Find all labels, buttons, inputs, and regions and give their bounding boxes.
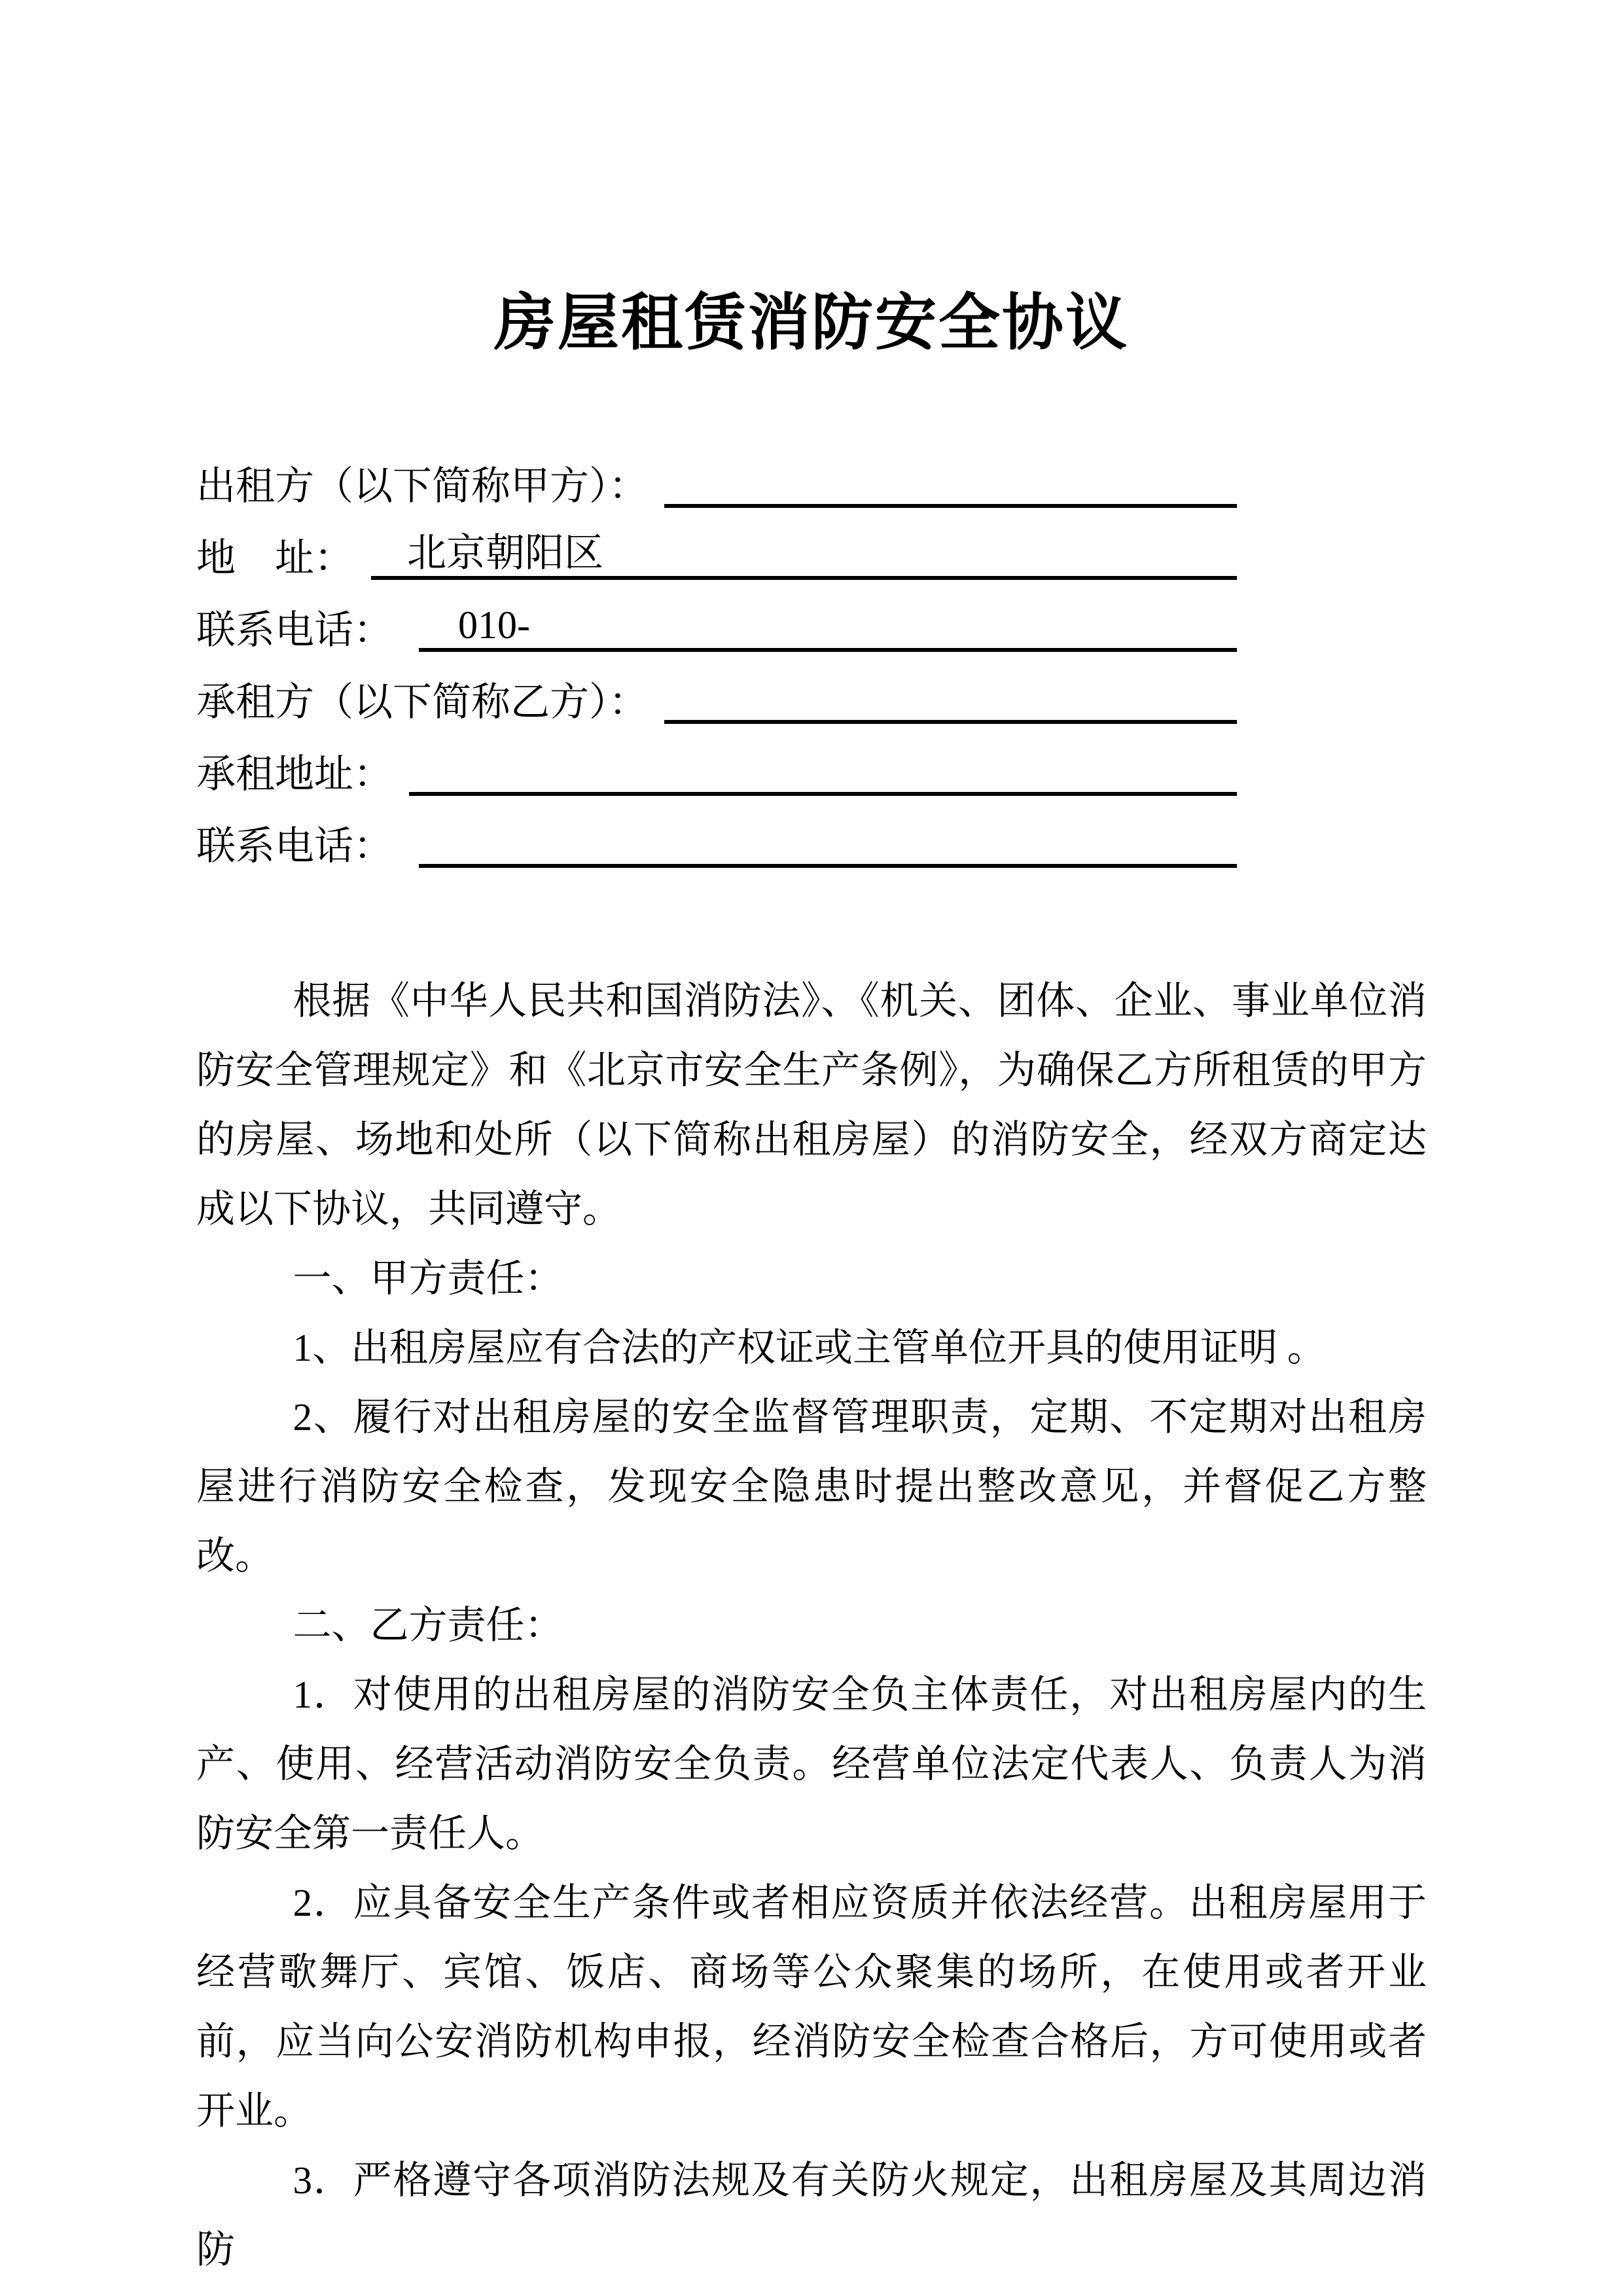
lessor-phone-label: 联系电话：: [196, 609, 393, 652]
paragraph-section-1-item-2: 2、履行对出租房屋的安全监督管理职责，定期、不定期对出租房屋进行消防安全检查，发现安全隐患时提出整改意见，并督促乙方整改。: [196, 1395, 1427, 1577]
paragraph-intro: 根据《中华人民共和国消防法》、《机关、团体、企业、事业单位消防安全管理规定》和《北京市安全生产条例》，为确保乙方所租赁的甲方的房屋、场地和处所（以下简称出租房屋）的消防安全，经双方商定达成以下协议，共同遵守。: [196, 979, 1427, 1230]
lessor-fill-line[interactable]: [664, 456, 1237, 508]
lessee-label: 承租方（以下简称乙方）：: [196, 681, 648, 724]
lessee-address-fill-line[interactable]: [409, 744, 1237, 796]
paragraph-section-1-item-1: 1、出租房屋应有合法的产权证或主管单位开具的使用证明 。: [293, 1326, 1326, 1369]
lessor-phone-value: 010-: [458, 603, 530, 647]
lessor-phone-fill-line[interactable]: [419, 600, 1237, 652]
agreement-body: [196, 966, 1427, 2284]
form-row-lessor-phone: [196, 580, 1427, 652]
lessee-phone-label: 联系电话：: [196, 825, 393, 868]
lessee-fill-line[interactable]: [664, 672, 1237, 724]
paragraph-section-2-item-1: 1．对使用的出租房屋的消防安全负主体责任，对出租房屋内的生产、使用、经营活动消防安全负责。经营单位法定代表人、负责人为消防安全第一责任人。: [196, 1673, 1427, 1855]
paragraph-section-2-heading: 二、乙方责任：: [293, 1604, 563, 1647]
form-row-lessee-address: [196, 724, 1427, 796]
lessor-label: 出租方（以下简称甲方）：: [196, 465, 648, 508]
lessor-address-value: 北京朝阳区: [407, 531, 603, 575]
lessor-address-label: 地 址：: [196, 537, 353, 580]
page-title: 房屋租赁消防安全协议: [493, 289, 1129, 357]
form-row-lessee: [196, 652, 1427, 724]
lessee-phone-fill-line[interactable]: [419, 816, 1237, 868]
lessee-address-label: 承租地址：: [196, 753, 393, 796]
form-section: [196, 436, 1427, 868]
form-row-lessor-address: [196, 508, 1427, 580]
paragraph-section-1-heading: 一、甲方责任：: [293, 1257, 563, 1300]
paragraph-section-2-item-3: 3．严格遵守各项消防法规及有关防火规定，出租房屋及其周边消防: [196, 2159, 1427, 2271]
form-row-lessor: [196, 436, 1427, 508]
form-row-lessee-phone: [196, 796, 1427, 868]
lessor-address-fill-line[interactable]: [371, 528, 1237, 580]
paragraph-section-2-item-2: 2．应具备安全生产条件或者相应资质并依法经营。出租房屋用于经营歌舞厅、宾馆、饭店、商场等公众聚集的场所，在使用或者开业前，应当向公安消防机构申报，经消防安全检查合格后，方可使用或者开业。: [196, 1881, 1427, 2132]
